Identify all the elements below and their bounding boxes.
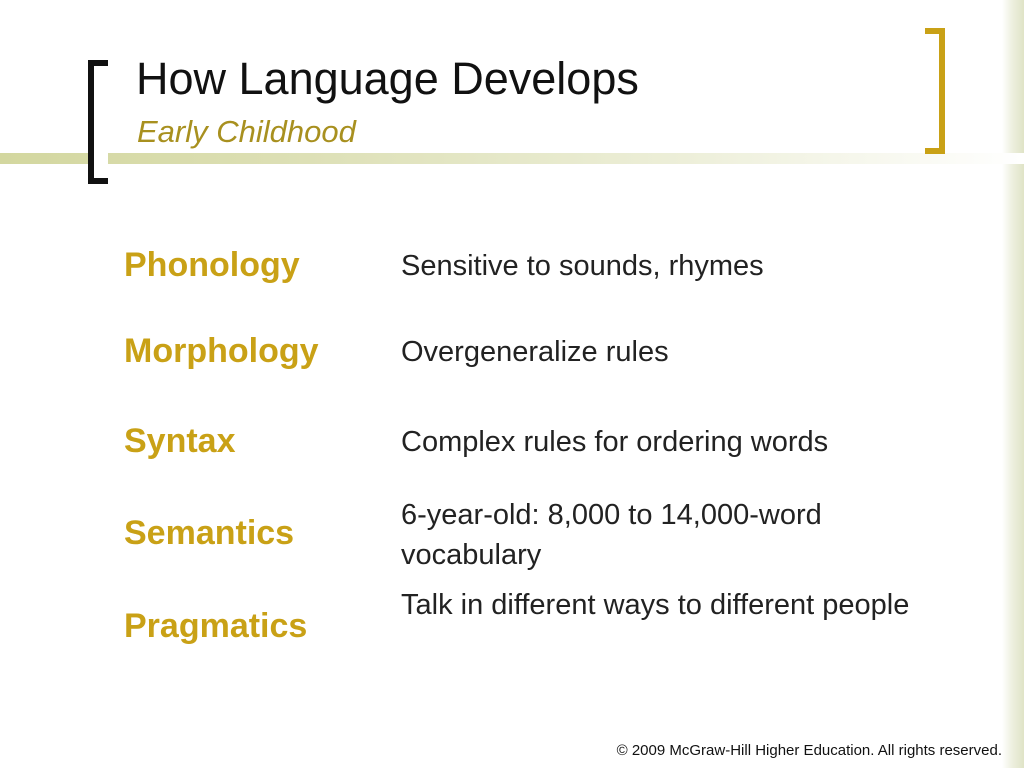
term-syntax: Syntax (124, 422, 236, 460)
slide-subtitle: Early Childhood (137, 114, 356, 149)
description-morphology: Overgeneralize rules (401, 336, 669, 368)
term-semantics: Semantics (124, 514, 295, 552)
header-band (0, 153, 1024, 164)
left-bracket-decoration (88, 60, 108, 184)
copyright-notice: © 2009 McGraw-Hill Higher Education. All rights reserved. (616, 742, 1002, 759)
term-morphology: Morphology (124, 332, 319, 370)
term-phonology: Phonology (124, 246, 300, 284)
description-semantics: 6-year-old: 8,000 to 14,000-word vocabulary (401, 499, 822, 571)
description-pragmatics: Talk in different ways to different people (401, 589, 910, 621)
right-bracket-decoration (925, 28, 945, 154)
slide-title: How Language Develops (136, 53, 639, 104)
description-phonology: Sensitive to sounds, rhymes (401, 250, 764, 282)
term-pragmatics: Pragmatics (124, 607, 308, 645)
right-edge-stripe (1002, 0, 1024, 768)
description-syntax: Complex rules for ordering words (401, 426, 829, 458)
